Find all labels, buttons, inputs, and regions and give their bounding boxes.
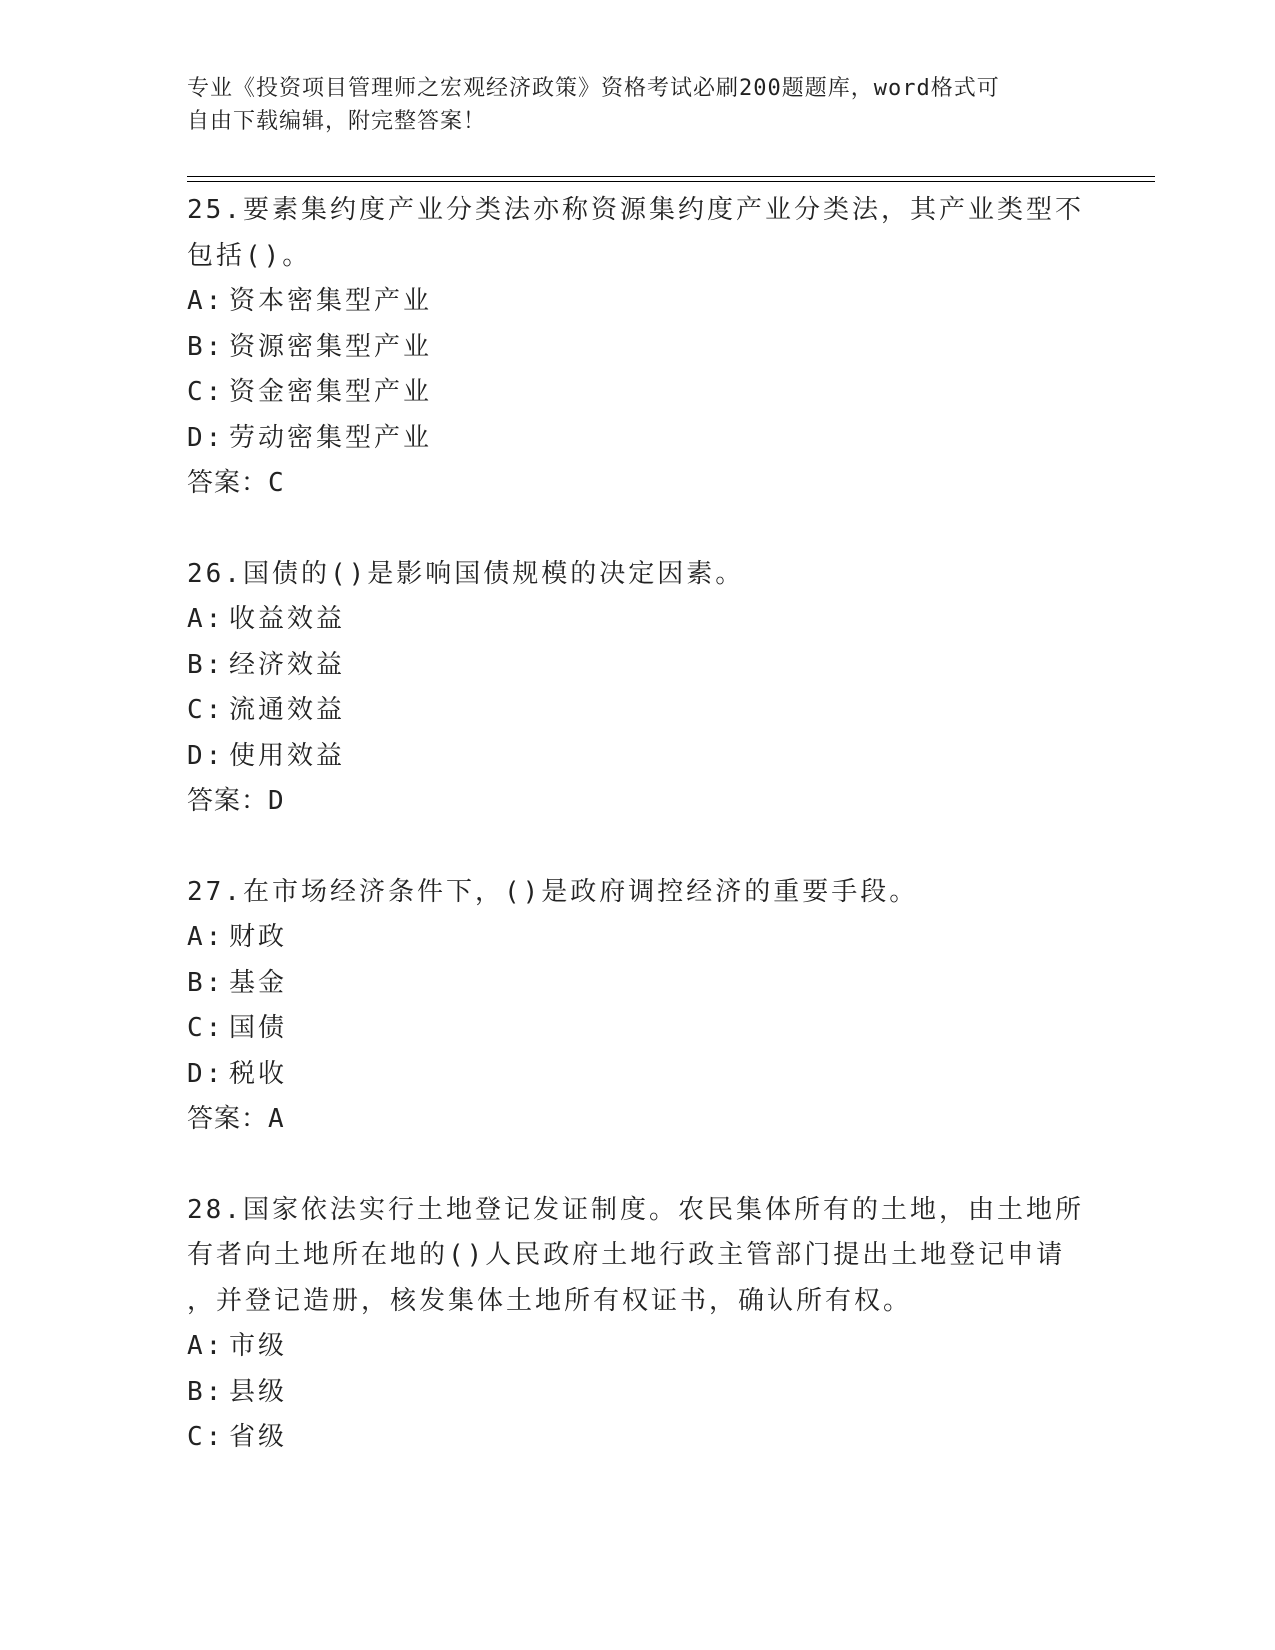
question-stem xyxy=(187,552,1087,598)
header-line-1: 专业《投资项目管理师之宏观经济政策》资格考试必刷200题题库，word格式可 xyxy=(187,76,1000,101)
document-header xyxy=(187,72,1067,138)
option-letter: D: xyxy=(187,1058,225,1089)
answer-line: 答案：D xyxy=(187,786,285,816)
option-text: 国债 xyxy=(229,1013,288,1043)
option-text: 收益效益 xyxy=(229,604,346,634)
option-text: 劳动密集型产业 xyxy=(229,422,433,453)
option-c xyxy=(187,370,1087,416)
option-b xyxy=(187,1370,1087,1416)
option-letter: C: xyxy=(187,1013,225,1043)
option-letter: C: xyxy=(187,377,225,407)
option-d xyxy=(187,734,1087,780)
question-stem xyxy=(187,1188,1087,1325)
option-a xyxy=(187,915,1087,961)
question-27 xyxy=(187,870,1087,1143)
stem-line: 26.国债的()是影响国债规模的决定因素。 xyxy=(187,558,745,589)
option-letter: B: xyxy=(187,649,225,680)
option-text: 省级 xyxy=(229,1422,288,1452)
stem-line: ，并登记造册，核发集体土地所有权证书，确认所有权。 xyxy=(187,1285,913,1316)
option-letter: D: xyxy=(187,422,225,453)
header-divider-top xyxy=(187,176,1155,177)
answer-line: 答案：C xyxy=(187,468,285,498)
option-b xyxy=(187,643,1087,689)
option-a xyxy=(187,597,1087,643)
option-text: 税收 xyxy=(229,1058,288,1089)
option-d xyxy=(187,1052,1087,1098)
option-letter: C: xyxy=(187,1422,225,1452)
option-text: 资源密集型产业 xyxy=(229,331,433,362)
option-text: 财政 xyxy=(229,922,288,952)
option-letter: A: xyxy=(187,286,225,316)
option-c xyxy=(187,1006,1087,1052)
question-25 xyxy=(187,188,1087,507)
stem-line: 有者向土地所在地的()人民政府土地行政主管部门提出土地登记申请 xyxy=(187,1240,1066,1270)
option-letter: B: xyxy=(187,331,225,362)
option-text: 资金密集型产业 xyxy=(229,377,433,407)
option-text: 使用效益 xyxy=(229,740,346,771)
question-stem xyxy=(187,870,1087,916)
question-stem xyxy=(187,188,1087,279)
option-text: 基金 xyxy=(229,967,288,998)
question-28 xyxy=(187,1188,1087,1461)
option-b xyxy=(187,961,1087,1007)
option-text: 流通效益 xyxy=(229,695,346,725)
answer-line: 答案：A xyxy=(187,1104,285,1134)
option-letter: A: xyxy=(187,604,225,634)
option-letter: B: xyxy=(187,967,225,998)
stem-line: 27.在市场经济条件下，()是政府调控经济的重要手段。 xyxy=(187,876,919,907)
option-text: 市级 xyxy=(229,1331,288,1361)
option-c xyxy=(187,688,1087,734)
option-text: 经济效益 xyxy=(229,649,346,680)
option-letter: D: xyxy=(187,740,225,771)
header-divider-bottom xyxy=(187,181,1155,182)
question-list xyxy=(187,188,1087,1506)
stem-line: 28.国家依法实行土地登记发证制度。农民集体所有的土地，由土地所 xyxy=(187,1194,1084,1225)
header-line-2: 自由下载编辑，附完整答案！ xyxy=(187,109,487,134)
option-letter: A: xyxy=(187,1331,225,1361)
option-text: 资本密集型产业 xyxy=(229,286,433,316)
question-26 xyxy=(187,552,1087,825)
option-d xyxy=(187,416,1087,462)
option-letter: C: xyxy=(187,695,225,725)
option-a xyxy=(187,279,1087,325)
option-b xyxy=(187,325,1087,371)
option-a xyxy=(187,1324,1087,1370)
option-text: 县级 xyxy=(229,1376,288,1407)
option-letter: B: xyxy=(187,1376,225,1407)
option-letter: A: xyxy=(187,922,225,952)
option-c xyxy=(187,1415,1087,1461)
stem-line: 25.要素集约度产业分类法亦称资源集约度产业分类法，其产业类型不 xyxy=(187,195,1084,225)
stem-line: 包括()。 xyxy=(187,240,312,271)
